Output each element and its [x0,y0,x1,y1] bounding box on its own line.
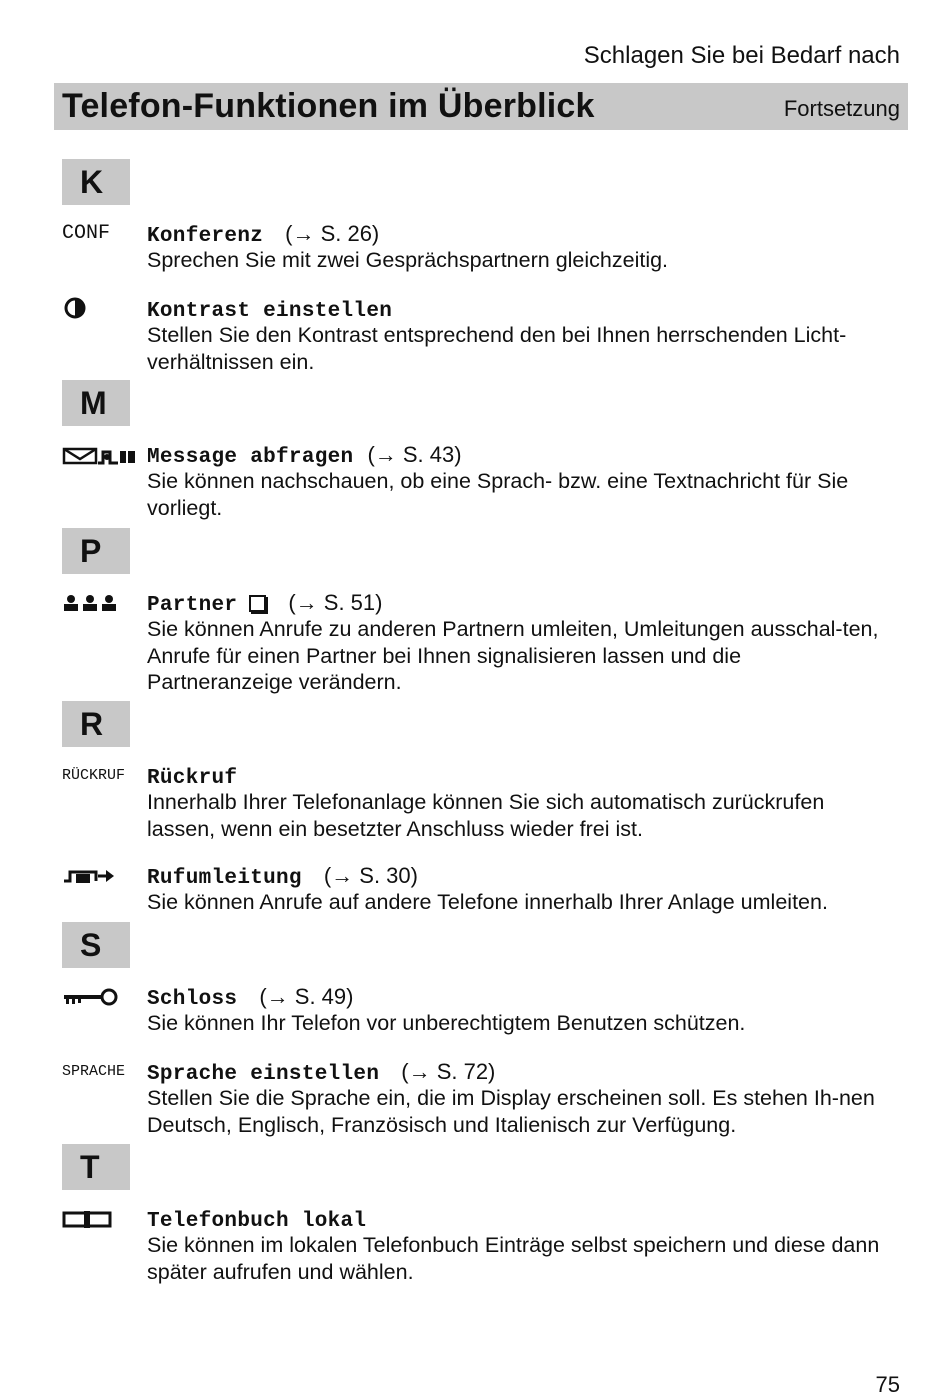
section-banner [54,83,908,130]
function-description: Stellen Sie den Kontrast entsprechend den bei Ihnen herrschenden Licht-verhältnissen ein. [147,323,847,374]
function-name: Message abfragen [147,446,354,469]
function-description: Sie können Ihr Telefon vor unberechtigtem Benutzen schützen. [147,1011,746,1035]
conf-code: CONF [62,222,111,245]
key-icon [62,984,146,1010]
function-name: Schloss [147,988,238,1011]
function-name: Rückruf [147,767,238,790]
letter-heading-m: M [62,380,130,426]
continuation-label: Fortsetzung [783,96,900,121]
function-description: Sie können Anrufe auf andere Telefone innerhalb Ihrer Anlage umleiten. [147,890,828,914]
page-reference: (→ S. 26) [285,221,380,246]
letter-heading-t: T [62,1144,130,1190]
running-header: Schlagen Sie bei Bedarf nach [583,42,900,69]
function-description: Sie können im lokalen Telefonbuch Einträge selbst speichern und diese dann später aufrufen und wählen. [147,1233,880,1284]
function-name: Rufumleitung [147,867,302,890]
letter-heading-r: R [62,701,130,747]
partner-icon [62,590,146,616]
contrast-icon [62,296,146,322]
message-icon [62,442,146,468]
key-box-icon [249,595,266,612]
page-reference: (→ S. 51) [288,590,383,615]
page-reference: (→ S. 49) [259,984,354,1009]
function-name: Sprache einstellen [147,1063,380,1086]
letter-heading-k: K [62,159,130,205]
call-forward-icon [62,863,146,889]
rueckruf-code: RÜCKRUF [62,767,126,784]
function-description: Sie können Anrufe zu anderen Partnern umleiten, Umleitungen ausschal-ten, Anrufe für einen Partner bei Ihnen signalisieren lassen und die Partneranzeige verändern. [147,617,879,694]
function-description: Sprechen Sie mit zwei Gesprächspartnern gleichzeitig. [147,248,669,272]
letter-heading-p: P [62,528,130,574]
function-name: Konferenz [147,225,264,248]
letter-heading-s: S [62,922,130,968]
page-reference: (→ S. 43) [367,442,462,467]
page-reference: (→ S. 30) [323,863,418,888]
function-name: Partner [147,594,238,617]
function-description: Innerhalb Ihrer Telefonanlage können Sie sich automatisch zurückrufen lassen, wenn ein besetzter Anschluss wieder frei ist. [147,790,825,841]
page-number: 75 [875,1372,900,1394]
page-title: Telefon-Funktionen im Überblick [62,87,595,125]
page-reference: (→ S. 72) [401,1059,496,1084]
function-description: Sie können nachschauen, ob eine Sprach- bzw. eine Textnachricht für Sie vorliegt. [147,469,849,520]
function-name: Kontrast einstellen [147,300,393,323]
sprache-code: SPRACHE [62,1063,126,1080]
function-description: Stellen Sie die Sprache ein, die im Display erscheinen soll. Es stehen Ih-nen Deutsch, Englisch, Französisch und Italienisch zur Verfügung. [147,1086,875,1137]
phonebook-icon [62,1206,146,1232]
function-name: Telefonbuch lokal [147,1210,367,1233]
